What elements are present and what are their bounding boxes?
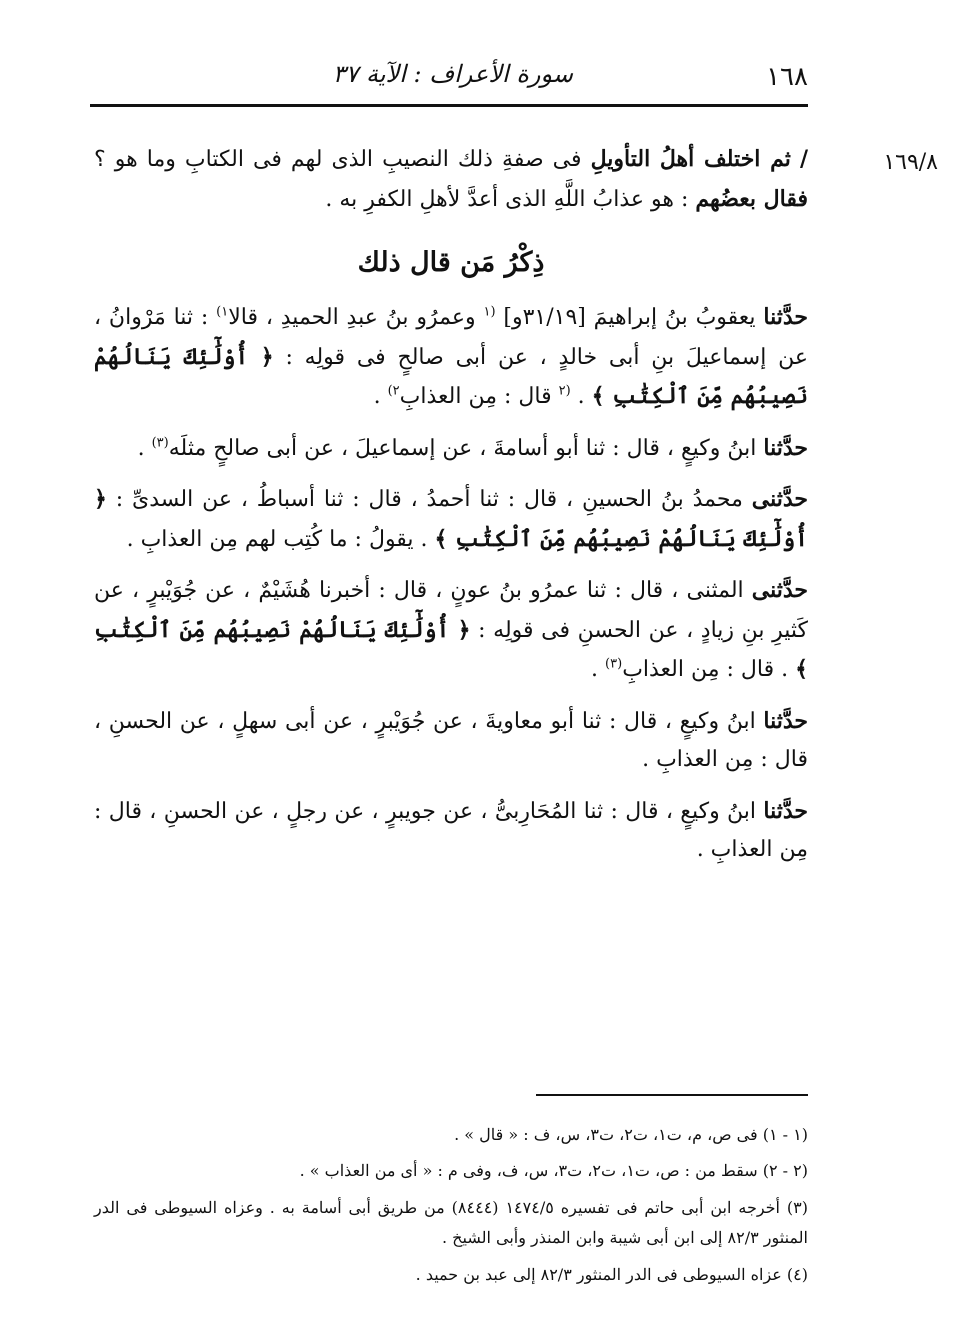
section-heading: ذِكْرُ مَن قال ذلك xyxy=(357,247,545,278)
hadith-text: . xyxy=(137,435,145,461)
hadith-lead: حدَّثنا xyxy=(763,304,809,331)
footnote-rule xyxy=(536,1094,808,1096)
hadith-paragraph xyxy=(94,480,808,559)
hadith-lead: حدَّثنا xyxy=(763,434,808,461)
hadith-text: محمدُ بنُ الحسينِ ، قال : ثنا أحمدُ ، قال : ثنا أسباطُ ، عن السدىِّ : xyxy=(115,487,743,513)
hadith-paragraph xyxy=(94,702,808,780)
margin-reference: ١٦٩/٨ xyxy=(883,150,938,175)
hadith-text: . xyxy=(373,384,381,410)
footnote-marker: (٣) xyxy=(605,656,623,672)
hadith-text: ابنُ وكيعٍ ، قال : ثنا أبو معاويةَ ، عن جُوَيْبرٍ ، عن أبى سهلٍ ، عن الحسنِ ، قال : مِن العذابِ . xyxy=(94,708,808,773)
footnote: (٤) عزاه السيوطى فى الدر المنثور ٨٢/٣ إلى عبد بن حميد . xyxy=(415,1264,808,1284)
hadith-text: المثنى ، قال : ثنا عمرُو بنُ عونٍ ، قال : أخبرنا هُشَيْمٌ ، عن جُوَيْبرٍ ، عن كَثيرِ بنِ زيادٍ ، عن الحسنِ فى قولِه : xyxy=(94,578,809,643)
hadith-text: . يقولُ : ما كُتِب لهم مِن العذابِ . xyxy=(126,526,428,552)
footnote: (١ - ١) فى ص، م، ت١، ت٢، ت٣، س، ف : « قال » . xyxy=(454,1125,808,1144)
hadith-text: : ثنا مَرْوانُ ، عن إسماعيلَ بنِ أبى خالدٍ ، عن أبى صالحٍ فى قولِه : xyxy=(94,305,808,370)
hadith-text: . xyxy=(577,384,585,410)
hadith-text: . قال : مِن العذابِ xyxy=(622,657,789,683)
footnote-marker: (٢ xyxy=(558,383,571,399)
intro-bold2: فقال بعضُهم xyxy=(695,185,808,212)
intro-lead: ثم اختلف أهلُ التأويلِ xyxy=(590,146,791,172)
intro-text2: : هو عذابُ اللَّهِ الذى أعدَّ لأهلِ الكفرِ به . xyxy=(325,186,689,212)
hadith-text: . xyxy=(591,657,599,683)
hadith-text: ابنُ وكيعٍ ، قال : ثنا أبو أسامةَ ، عن إسماعيلَ ، عن أبى صالحٍ مثلَه xyxy=(168,435,757,461)
footnote-marker: (٣) xyxy=(151,435,169,451)
hadith-text: وعمرُو بنُ عبدِ الحميدِ ، قالا xyxy=(228,305,476,331)
header-rule xyxy=(90,104,808,107)
footnotes xyxy=(94,1120,808,1296)
quran-quote: ﴿ أُوْلَٰٓئِكَ يَنَالُهُمْ نَصِيبُهُم مِّنَ ٱلْكِتَٰبِ ﴾ xyxy=(94,343,808,410)
footnote-marker: ٢) xyxy=(387,383,400,399)
running-header xyxy=(92,58,808,98)
hadith-text: يعقوبُ بنُ إبراهيمَ [٣١/١٩و] xyxy=(503,305,756,331)
hadith-text: قال : مِن العذابِ xyxy=(399,384,552,410)
footnote-marker: (١ xyxy=(483,304,496,320)
hadith-lead: حدَّثنا xyxy=(763,707,808,734)
intro-paragraph xyxy=(94,140,808,219)
hadith-paragraph xyxy=(94,298,808,417)
footnote: (٢ - ٢) سقط من : ص، ت١، ت٢، ت٣، س، ف، وفى م : « أى من العذاب » . xyxy=(299,1161,808,1181)
main-text xyxy=(94,140,808,882)
hadith-paragraph xyxy=(94,571,808,690)
page-number: ١٦٨ xyxy=(766,62,808,92)
hadith-lead: حدَّثنى xyxy=(751,577,808,604)
intro-text: فى صفةِ ذلك النصيبِ الذى لهم فى الكتابِ وما هو ؟ xyxy=(94,147,582,172)
hadith-paragraph xyxy=(94,792,808,870)
page-break-slash: / xyxy=(799,146,808,172)
hadith-paragraph xyxy=(94,429,808,469)
running-title: سورة الأعراف : الآية ٣٧ xyxy=(332,60,573,88)
hadith-lead: حدَّثنى xyxy=(751,486,809,513)
hadith-lead: حدَّثنا xyxy=(763,797,808,824)
footnote: (٣) أخرجه ابن أبى حاتم فى تفسيره ١٤٧٤/٥ (٨٤٤٤) من طريق أبى أسامة به . وعزاه السيوطى فى الدر المنثور ٨٢/٣ إلى ابن أبى شيبة وابن المنذر وأبى الشيخ . xyxy=(94,1197,809,1248)
quran-quote: ﴿ أُوْلَٰٓئِكَ يَنَالُهُمْ نَصِيبُهُم مِّنَ ٱلْكِتَٰبِ ﴾ xyxy=(94,616,808,683)
footnote-marker: ١) xyxy=(216,304,229,320)
hadith-text: ابنُ وكيعٍ ، قال : ثنا المُحَارِبىُّ ، عن جويبرٍ ، عن رجلٍ ، عن الحسنِ ، قال : مِن العذابِ . xyxy=(94,798,808,863)
quran-quote: ﴿ أُوْلَٰٓئِكَ يَنَالُهُمْ نَصِيبُهُم مِّنَ ٱلْكِتَٰبِ ﴾ xyxy=(94,486,808,552)
